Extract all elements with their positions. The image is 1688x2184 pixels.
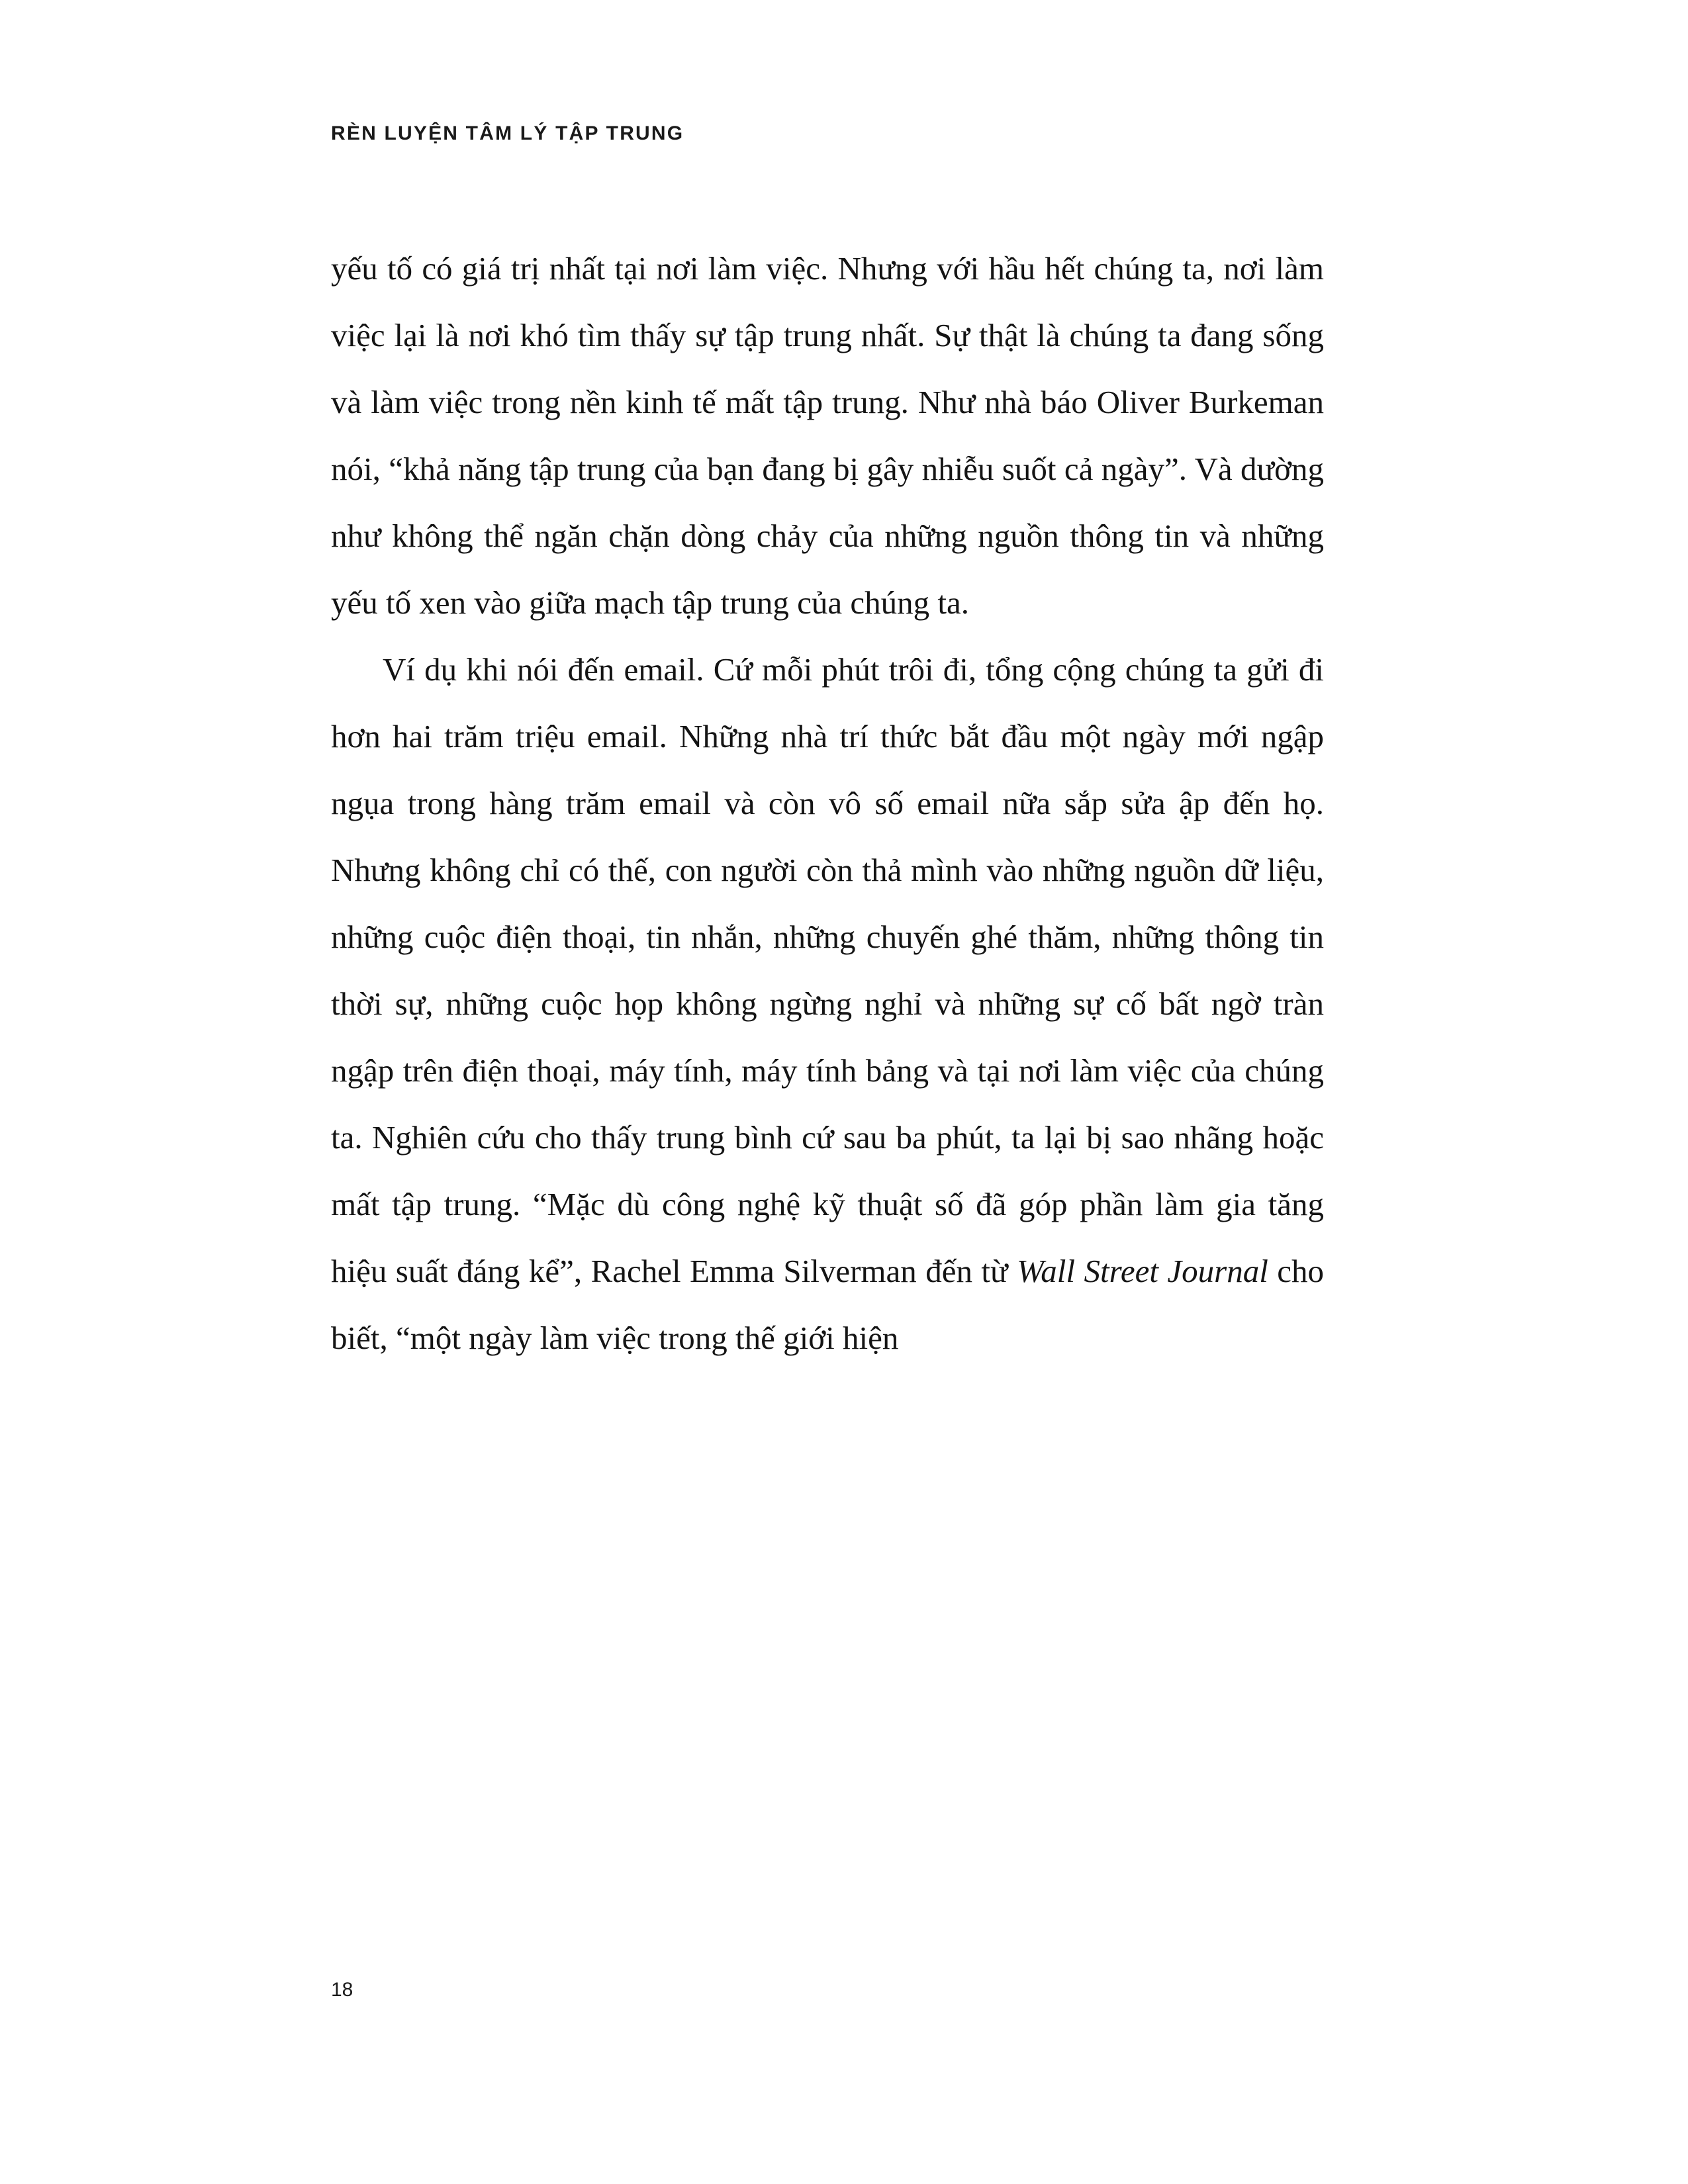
running-head: RÈN LUYỆN TÂM LÝ TẬP TRUNG bbox=[331, 122, 684, 144]
paragraph-2-text-before-italic: Ví dụ khi nói đến email. Cứ mỗi phút trôi đi, tổng cộng chúng ta gửi đi hơn hai trăm triệu email. Những nhà trí thức bắt đầu một ngày mới ngập ngụa trong hàng trăm email và còn vô số email nữa sắp sửa ập đến họ. Nhưng không chỉ có thế, con người còn thả mình vào những nguồn dữ liệu, những cuộc điện thoại, tin nhắn, những chuyến ghé thăm, những thông tin thời sự, những cuộc họp không ngừng nghỉ và những sự cố bất ngờ tràn ngập trên điện thoại, máy tính, máy tính bảng và tại nơi làm việc của chúng ta. Nghiên cứu cho thấy trung bình cứ sau ba phút, ta lại bị sao nhãng hoặc mất tập trung. “Mặc dù công nghệ kỹ thuật số đã góp phần làm gia tăng hiệu suất đáng kể”, Rachel Emma Silverman đến từ bbox=[331, 651, 1324, 1289]
paragraph-2-italic-title: Wall Street Journal bbox=[1016, 1253, 1268, 1289]
paragraph-2-text-after-italic: cho biết, “một ngày làm việc trong thế giới hiện bbox=[331, 1253, 1324, 1356]
paragraph-1: yếu tố có giá trị nhất tại nơi làm việc. Nhưng với hầu hết chúng ta, nơi làm việc lại là nơi khó tìm thấy sự tập trung nhất. Sự thật là chúng ta đang sống và làm việc trong nền kinh tế mất tập trung. Như nhà báo Oliver Burkeman nói, “khả năng tập trung của bạn đang bị gây nhiễu suốt cả ngày”. Và dường như không thể ngăn chặn dòng chảy của những nguồn thông tin và những yếu tố xen vào giữa mạch tập trung của chúng ta. bbox=[331, 250, 1324, 621]
paragraph-2 bbox=[331, 636, 1324, 1371]
page-number: 18 bbox=[331, 1979, 353, 2001]
body-text-column bbox=[331, 235, 1324, 1371]
